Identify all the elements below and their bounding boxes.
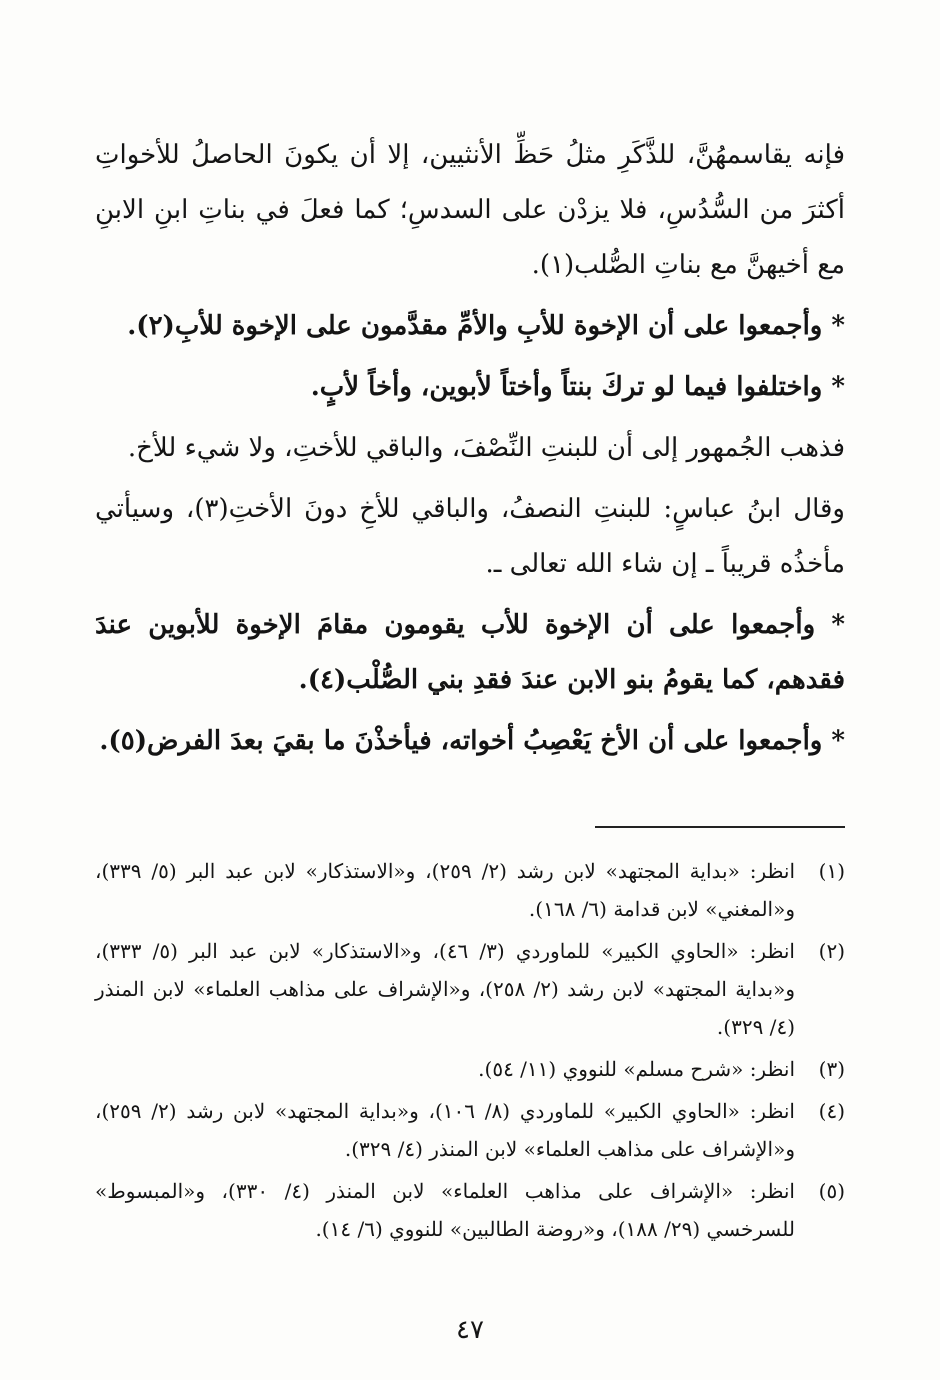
footnote-number: (٢) (818, 939, 845, 963)
paragraph-5: وقال ابنُ عباسٍ: للبنتِ النصفُ، والباقي للأخِ دونَ الأختِ(٣)، وسيأتي مأخذُه قريباً ـ إن شاء الله تعالى ـ. (95, 494, 845, 579)
footnotes (95, 852, 845, 1252)
paragraph-4: فذهب الجُمهور إلى أن للبنتِ النِّصْفَ، والباقي للأختِ، ولا شيء للأخ. (127, 433, 845, 463)
footnote-number: (٣) (818, 1057, 845, 1081)
footnote-text: انظر: «الحاوي الكبير» للماوردي (٨/ ١٠٦)، و«بداية المجتهد» لابن رشد (٢/ ٢٥٩)، و«الإشراف على مذاهب العلماء» لابن المنذر (٤/ ٣٢٩). (95, 1099, 795, 1161)
paragraph-3: * واختلفوا فيما لو تركَ بنتاً وأختاً لأبوين، وأخاً لأبٍ. (310, 372, 845, 402)
footnote-number: (١) (818, 859, 845, 883)
footnote-1 (95, 852, 845, 928)
footnote-text: انظر: «شرح مسلم» للنووي (١١/ ٥٤). (478, 1057, 795, 1081)
footnote-number: (٤) (818, 1099, 845, 1123)
footnote-number: (٥) (818, 1179, 845, 1203)
main-text (95, 128, 845, 775)
footnote-4 (95, 1092, 845, 1168)
footnote-3 (95, 1050, 845, 1088)
page-number: ٤٧ (456, 1315, 484, 1345)
footnote-text: انظر: «الإشراف على مذاهب العلماء» لابن المنذر (٤/ ٣٣٠)، و«المبسوط» للسرخسي (٢٩/ ١٨٨)، و«روضة الطالبين» للنووي (٦/ ١٤). (95, 1179, 795, 1241)
footnote-2 (95, 932, 845, 1046)
paragraph-7: * وأجمعوا على أن الأخ يَعْصِبُ أخواته، فيأخذْنَ ما بقيَ بعدَ الفرض(٥). (99, 726, 845, 756)
footnote-divider (595, 826, 845, 828)
footnote-5 (95, 1172, 845, 1248)
footnote-text: انظر: «الحاوي الكبير» للماوردي (٣/ ٤٦)، و«الاستذكار» لابن عبد البر (٥/ ٣٣٣)، و«بداية المجتهد» لابن رشد (٢/ ٢٥٨)، و«الإشراف على مذاهب العلماء» لابن المنذر (٤/ ٣٢٩). (95, 939, 796, 1039)
footnote-text: انظر: «بداية المجتهد» لابن رشد (٢/ ٢٥٩)، و«الاستذكار» لابن عبد البر (٥/ ٣٣٩)، و«المغني» لابن قدامة (٦/ ١٦٨). (95, 859, 796, 921)
paragraph-6: * وأجمعوا على أن الإخوة للأب يقومون مقامَ الإخوة للأبوين عندَ فقدهم، كما يقومُ بنو الابن عندَ فقدِ بني الصُّلْب(٤). (95, 610, 845, 695)
paragraph-1: فإنه يقاسمهُنَّ، للذَّكَرِ مثلُ حَظِّ الأنثيين، إلا أن يكونَ الحاصلُ للأخواتِ أكثرَ من السُّدُسِ، فلا يزدْن على السدسِ؛ كما فعلَ في بناتِ ابنِ الابنِ مع أخيهنَّ مع بناتِ الصُّلب(١). (95, 140, 845, 280)
paragraph-2: * وأجمعوا على أن الإخوة للأبِ والأمِّ مقدَّمون على الإخوة للأبِ(٢). (127, 311, 845, 341)
